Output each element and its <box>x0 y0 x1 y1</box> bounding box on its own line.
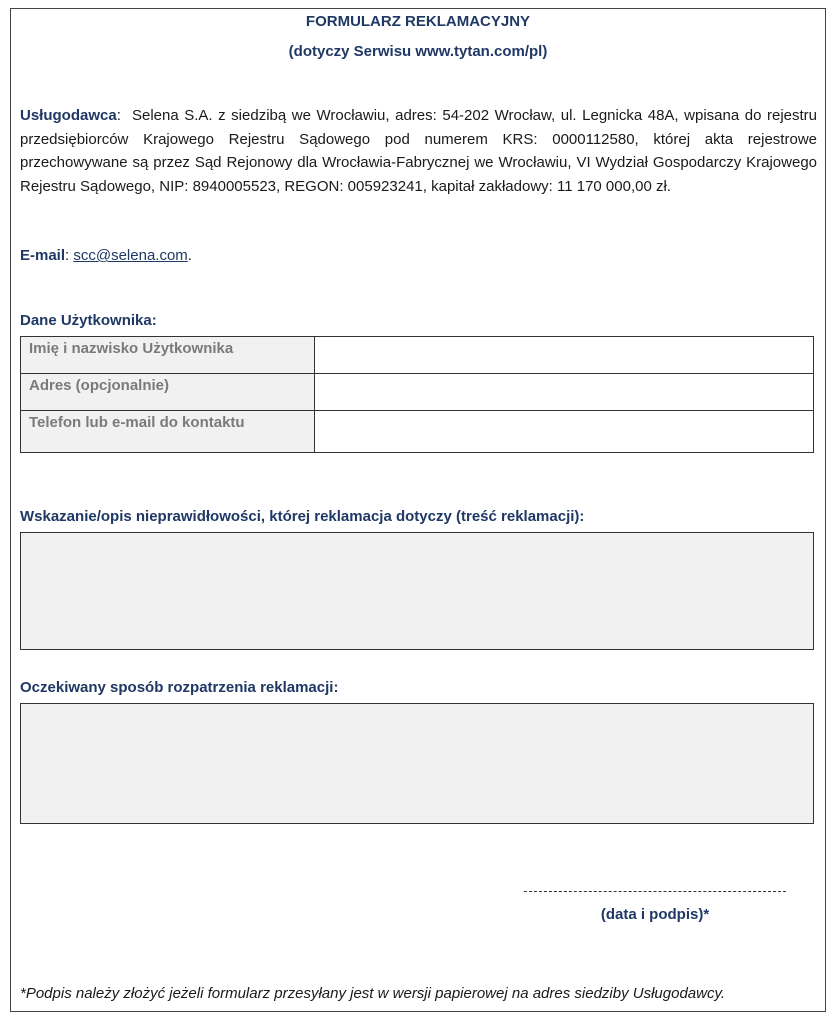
user-name-field[interactable] <box>315 337 814 374</box>
expectation-field[interactable] <box>20 703 814 824</box>
expectation-heading: Oczekiwany sposób rozpatrzenia reklamacji: <box>20 679 339 696</box>
footnote: *Podpis należy złożyć jeżeli formularz przesyłany jest w wersji papierowej na adres siedziby Usługodawcy. <box>20 985 726 1002</box>
provider-text: Selena S.A. z siedzibą we Wrocławiu, adres: 54-202 Wrocław, ul. Legnicka 48A, wpisana do rejestru przedsiębiorców Krajowego Rejestru Sądowego pod numerem KRS: 0000112580, której akta rejestrowe przechowywane są przez Sąd Rejonowy dla Wrocławia-Fabrycznej we Wrocławiu, VI Wydział Gospodarczy Krajowego Rejestru Sądowego, NIP: 8940005523, REGON: 005923241, kapitał zakładowy: 11 170 000,00 zł. <box>20 107 817 195</box>
provider-info: Usługodawca: Selena S.A. z siedzibą we Wrocławiu, adres: 54-202 Wrocław, ul. Legnicka 48A, wpisana do rejestru przedsiębiorców Krajowego Rejestru Sądowego pod numerem KRS: 0000112580, której akta rejestrowe przechowywane są przez Sąd Rejonowy dla Wrocławia-Fabrycznej we Wrocławiu, VI Wydział Gospodarczy Krajowego Rejestru Sądowego, NIP: 8940005523, REGON: 005923241, kapitał zakładowy: 11 170 000,00 zł. <box>20 107 817 195</box>
table-row <box>21 337 814 374</box>
email-line: E-mail: scc@selena.com. <box>20 247 192 264</box>
contact-field[interactable] <box>315 411 814 453</box>
contact-label: Telefon lub e-mail do kontaktu <box>21 411 315 453</box>
address-label: Adres (opcjonalnie) <box>21 374 315 411</box>
signature-caption: (data i podpis)* <box>600 906 710 923</box>
table-row <box>21 374 814 411</box>
email-label: E-mail <box>20 247 66 264</box>
email-link[interactable]: scc@selena.com <box>73 247 188 264</box>
table-row <box>21 411 814 453</box>
signature-line[interactable] <box>524 891 786 892</box>
user-name-label: Imię i nazwisko Użytkownika <box>21 337 315 374</box>
provider-label: Usługodawca <box>20 107 117 124</box>
user-data-heading: Dane Użytkownika: <box>20 312 157 329</box>
form-title: FORMULARZ REKLAMACYJNY <box>305 13 531 30</box>
address-field[interactable] <box>315 374 814 411</box>
complaint-field[interactable] <box>20 532 814 650</box>
user-data-table <box>20 336 814 453</box>
form-subtitle: (dotyczy Serwisu www.tytan.com/pl) <box>288 43 548 60</box>
complaint-heading: Wskazanie/opis nieprawidłowości, której reklamacja dotyczy (treść reklamacji): <box>20 508 585 525</box>
